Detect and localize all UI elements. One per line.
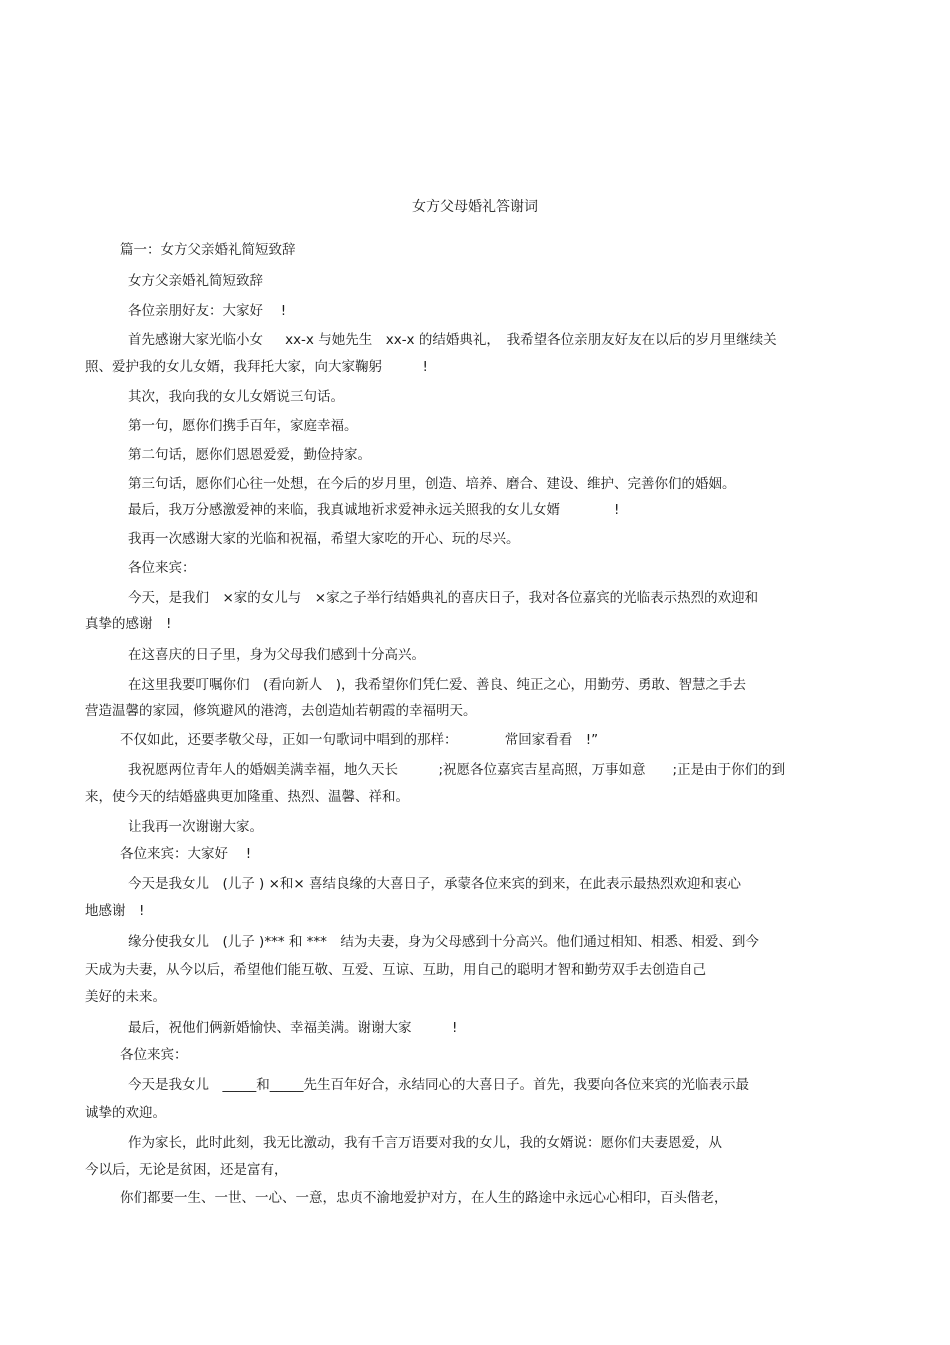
paragraph-line: 来，使今天的结婚盛典更加隆重、热烈、温馨、祥和。 xyxy=(85,789,409,805)
paragraph-line: 地感谢 ! xyxy=(85,903,145,919)
paragraph-line: 各位亲朋好友：大家好 ! xyxy=(128,303,287,319)
paragraph-line: 营造温馨的家园，修筑避风的港湾，去创造灿若朝霞的幸福明天。 xyxy=(85,703,477,719)
paragraph-line: 我再一次感谢大家的光临和祝福，希望大家吃的开心、玩的尽兴。 xyxy=(128,531,520,547)
paragraph-line: 最后，祝他们俩新婚愉快、幸福美满。谢谢大家 ! xyxy=(128,1020,458,1036)
paragraph-line: 美好的未来。 xyxy=(85,989,166,1005)
paragraph-line: 我祝愿两位青年人的婚姻美满幸福，地久天长 ;祝愿各位嘉宾吉星高照，万事如意 ;正是由于你们的到 xyxy=(128,762,786,778)
paragraph-line: 真挚的感谢 ! xyxy=(85,616,172,632)
paragraph-line: 各位来宾： xyxy=(128,560,196,576)
paragraph-line: 第一句，愿你们携手百年，家庭幸福。 xyxy=(128,418,358,434)
document-title: 女方父母婚礼答谢词 xyxy=(412,199,538,215)
paragraph-line: 照、爱护我的女儿女婿，我拜托大家，向大家鞠躬 ! xyxy=(85,359,428,375)
paragraph-line: 第二句话，愿你们恩恩爱爱，勤俭持家。 xyxy=(128,447,371,463)
paragraph-line: 诚挚的欢迎。 xyxy=(85,1105,166,1121)
section-heading: 篇一：女方父亲婚礼简短致辞 xyxy=(120,242,296,258)
paragraph-line: 今以后，无论是贫困，还是富有， xyxy=(85,1162,288,1178)
paragraph-line: 其次，我向我的女儿女婿说三句话。 xyxy=(128,389,344,405)
paragraph-line: 各位来宾：大家好 ! xyxy=(120,846,252,862)
paragraph-line: 首先感谢大家光临小女 xx-x 与她先生 xx-x 的结婚典礼， 我希望各位亲朋友好友在以后的岁月里继续关 xyxy=(128,332,777,348)
paragraph-line: 今天，是我们 ×家的女儿与 ×家之子举行结婚典礼的喜庆日子，我对各位嘉宾的光临表示热烈的欢迎和 xyxy=(128,590,759,606)
paragraph-line: 不仅如此，还要孝敬父母，正如一句歌词中唱到的那样： 常回家看看 !” xyxy=(120,732,599,748)
paragraph-line: 在这喜庆的日子里，身为父母我们感到十分高兴。 xyxy=(128,647,425,663)
paragraph-line: 缘分使我女儿 (儿子 )*** 和 *** 结为夫妻，身为父母感到十分高兴。他们通过相知、相悉、相爱、到今 xyxy=(128,934,759,950)
paragraph-line: 作为家长，此时此刻，我无比激动，我有千言万语要对我的女儿，我的女婿说：愿你们夫妻恩爱，从 xyxy=(128,1135,722,1151)
paragraph-line: 你们都要一生、一世、一心、一意，忠贞不渝地爱护对方，在人生的路途中永远心心相印，百头偕老， xyxy=(120,1190,728,1206)
paragraph-line: 女方父亲婚礼简短致辞 xyxy=(128,273,263,289)
paragraph-line: 各位来宾： xyxy=(120,1047,188,1063)
paragraph-line: 今天是我女儿 (儿子 ) ×和× 喜结良缘的大喜日子，承蒙各位来宾的到来，在此表示最热烈欢迎和衷心 xyxy=(128,876,742,892)
paragraph-line: 第三句话，愿你们心往一处想，在今后的岁月里，创造、培养、磨合、建设、维护、完善你们的婚姻。 xyxy=(128,476,736,492)
paragraph-line: 最后，我万分感激爱神的来临，我真诚地祈求爱神永远关照我的女儿女婿 ! xyxy=(128,502,620,518)
paragraph-line: 今天是我女儿 _____和_____先生百年好合，永结同心的大喜日子。首先，我要向各位来宾的光临表示最 xyxy=(128,1077,749,1093)
paragraph-line: 在这里我要叮嘱你们 (看向新人 )，我希望你们凭仁爱、善良、纯正之心，用勤劳、勇敢、智慧之手去 xyxy=(128,677,747,693)
paragraph-line: 让我再一次谢谢大家。 xyxy=(128,819,263,835)
paragraph-line: 天成为夫妻，从今以后，希望他们能互敬、互爱、互谅、互助，用自己的聪明才智和勤劳双手去创造自己 xyxy=(85,962,706,978)
